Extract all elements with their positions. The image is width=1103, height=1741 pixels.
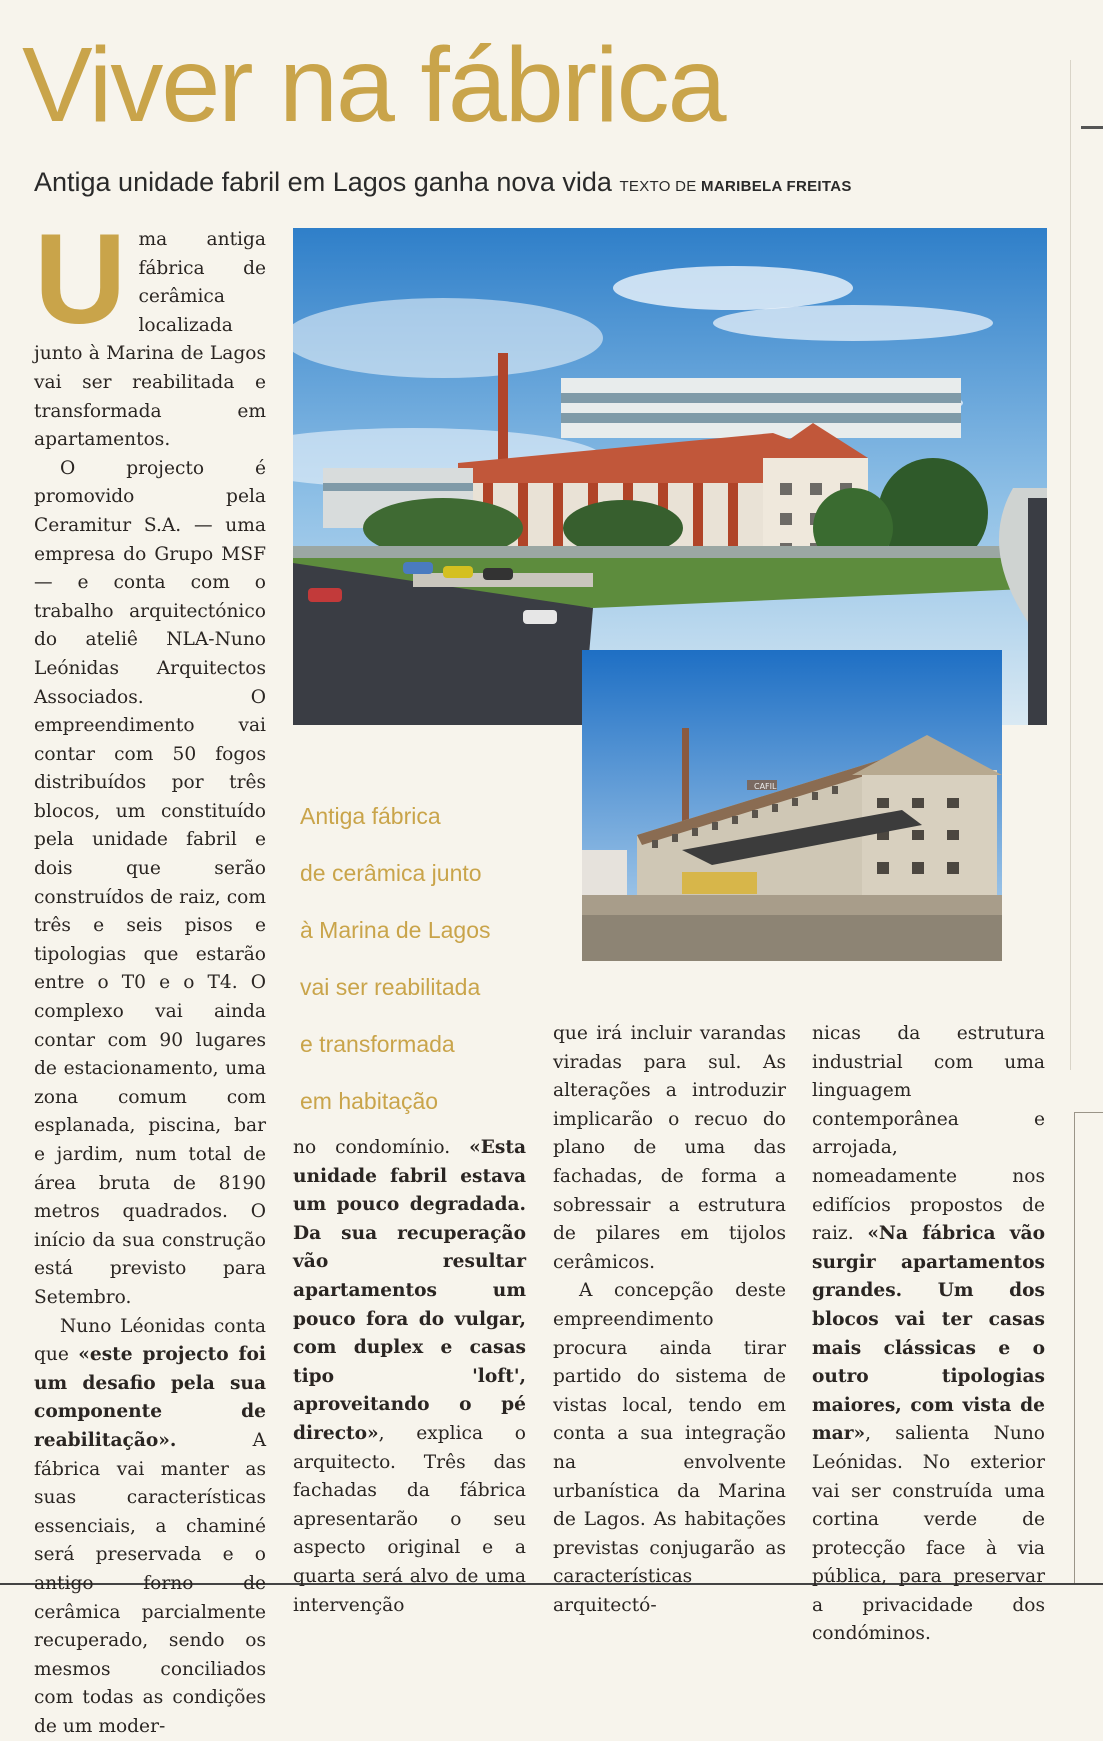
text-run: Nuno Léonidas conta que <box>34 1315 266 1366</box>
quote-bold: «Na fábrica vão surgir apartamentos grandes. Um dos blocos vai ter casas mais clássicas e o outro tipologias maiores, com vista de mar» <box>812 1223 1045 1445</box>
factory-sign: CAFIL <box>754 782 777 791</box>
text-run: , salienta Nuno Leónidas. No exterior vai ser construída uma cortina verde de protecção face à via pública, para preservar a privacidade dos condóminos. <box>812 1423 1045 1645</box>
pull-quote-line: em habitação <box>300 1088 439 1114</box>
subtitle <box>34 165 852 204</box>
byline-author: MARIBELA FREITAS <box>701 178 852 195</box>
pull-quote <box>300 788 545 1130</box>
pull-quote-line: vai ser reabilitada <box>300 974 481 1000</box>
column-4 <box>812 1020 1045 1649</box>
column-2 <box>293 1134 526 1620</box>
byline <box>619 178 851 195</box>
text-run: A fábrica vai manter as suas características essenciais, a chaminé será preservada e o antigo forno de cerâmica parcialmente recuperado, sendo os mesmos conciliados com todas as condições de um moder- <box>34 1429 266 1737</box>
paragraph: O projecto é promovido pela Ceramitur S.A. — uma empresa do Grupo MSF — e conta com o trabalho arquitectónico do ateliê NLA-Nuno Leónidas Arquitectos Associados. O empreendimento vai contar com 50 fogos distribuídos por três blocos, um constituído pela unidade fabril e dois que serão construídos de raiz, com três e seis pisos e tipologias que estarão entre o T0 e o T4. O complexo vai ainda contar com 90 lugares de estacionamento, uma zona comum com esplanada, piscina, bar e jardim, num total de área bruta de 8190 metros quadrados. O início da sua construção está previsto para Setembro. <box>34 457 266 1308</box>
headline: Viver na fábrica <box>22 26 725 144</box>
paragraph <box>34 1313 266 1741</box>
paragraph: ma antiga fábrica de cerâmica localizada junto à Marina de Lagos vai ser reabilitada e transformada em apartamentos. <box>34 229 266 451</box>
quote-bold: «Esta unidade fabril estava um pouco degradada. Da sua recuperação vão resultar apartamentos um pouco fora do vulgar, com duplex e casas tipo 'loft', aproveitando o pé directo» <box>293 1137 526 1444</box>
byline-prefix: TEXTO DE <box>619 178 697 195</box>
text-run: no condomínio. <box>293 1137 470 1158</box>
pull-quote-line: de cerâmica junto <box>300 860 482 886</box>
column-3 <box>553 1020 786 1620</box>
column-guide <box>1070 60 1071 1070</box>
subtitle-text: Antiga unidade fabril em Lagos ganha nova vida <box>34 167 612 197</box>
paragraph <box>293 1134 526 1620</box>
factory-svg <box>582 650 1002 961</box>
text-run: nicas da estrutura industrial com uma linguagem contemporânea e arrojada, nomeadamente nos edifícios propostos de raiz. <box>812 1023 1045 1245</box>
text-run: , explica o arquitecto. Três das fachadas da fábrica apresentarão o seu aspecto original e a quarta será alvo de uma intervenção <box>293 1422 526 1616</box>
pull-quote-line: e transformada <box>300 1031 455 1057</box>
quote-bold: «este projecto foi um desafio pela sua componente de reabilitação». <box>34 1344 266 1451</box>
paragraph: que irá incluir varandas viradas para sul. As alterações a introduzir implicarão o recuo do plano de uma das fachadas, de forma a sobressair a estrutura de pilares em tijolos cerâmicos. <box>553 1023 786 1273</box>
pull-quote-line: à Marina de Lagos <box>300 917 491 943</box>
drop-cap: U <box>34 208 127 351</box>
pull-quote-line: Antiga fábrica <box>300 803 441 829</box>
old-factory-photo <box>582 650 1002 961</box>
paragraph: A concepção deste empreendimento procura ainda tirar partido do sistema de vistas local, tendo em conta a sua integração na envolvente urbanística da Marina de Lagos. As habitações previstas conjugarão as características arquitectó- <box>553 1280 786 1616</box>
edge-bracket <box>1074 1112 1103 1583</box>
paragraph <box>812 1020 1045 1649</box>
column-1 <box>34 208 266 1741</box>
edge-rule <box>1081 126 1103 129</box>
